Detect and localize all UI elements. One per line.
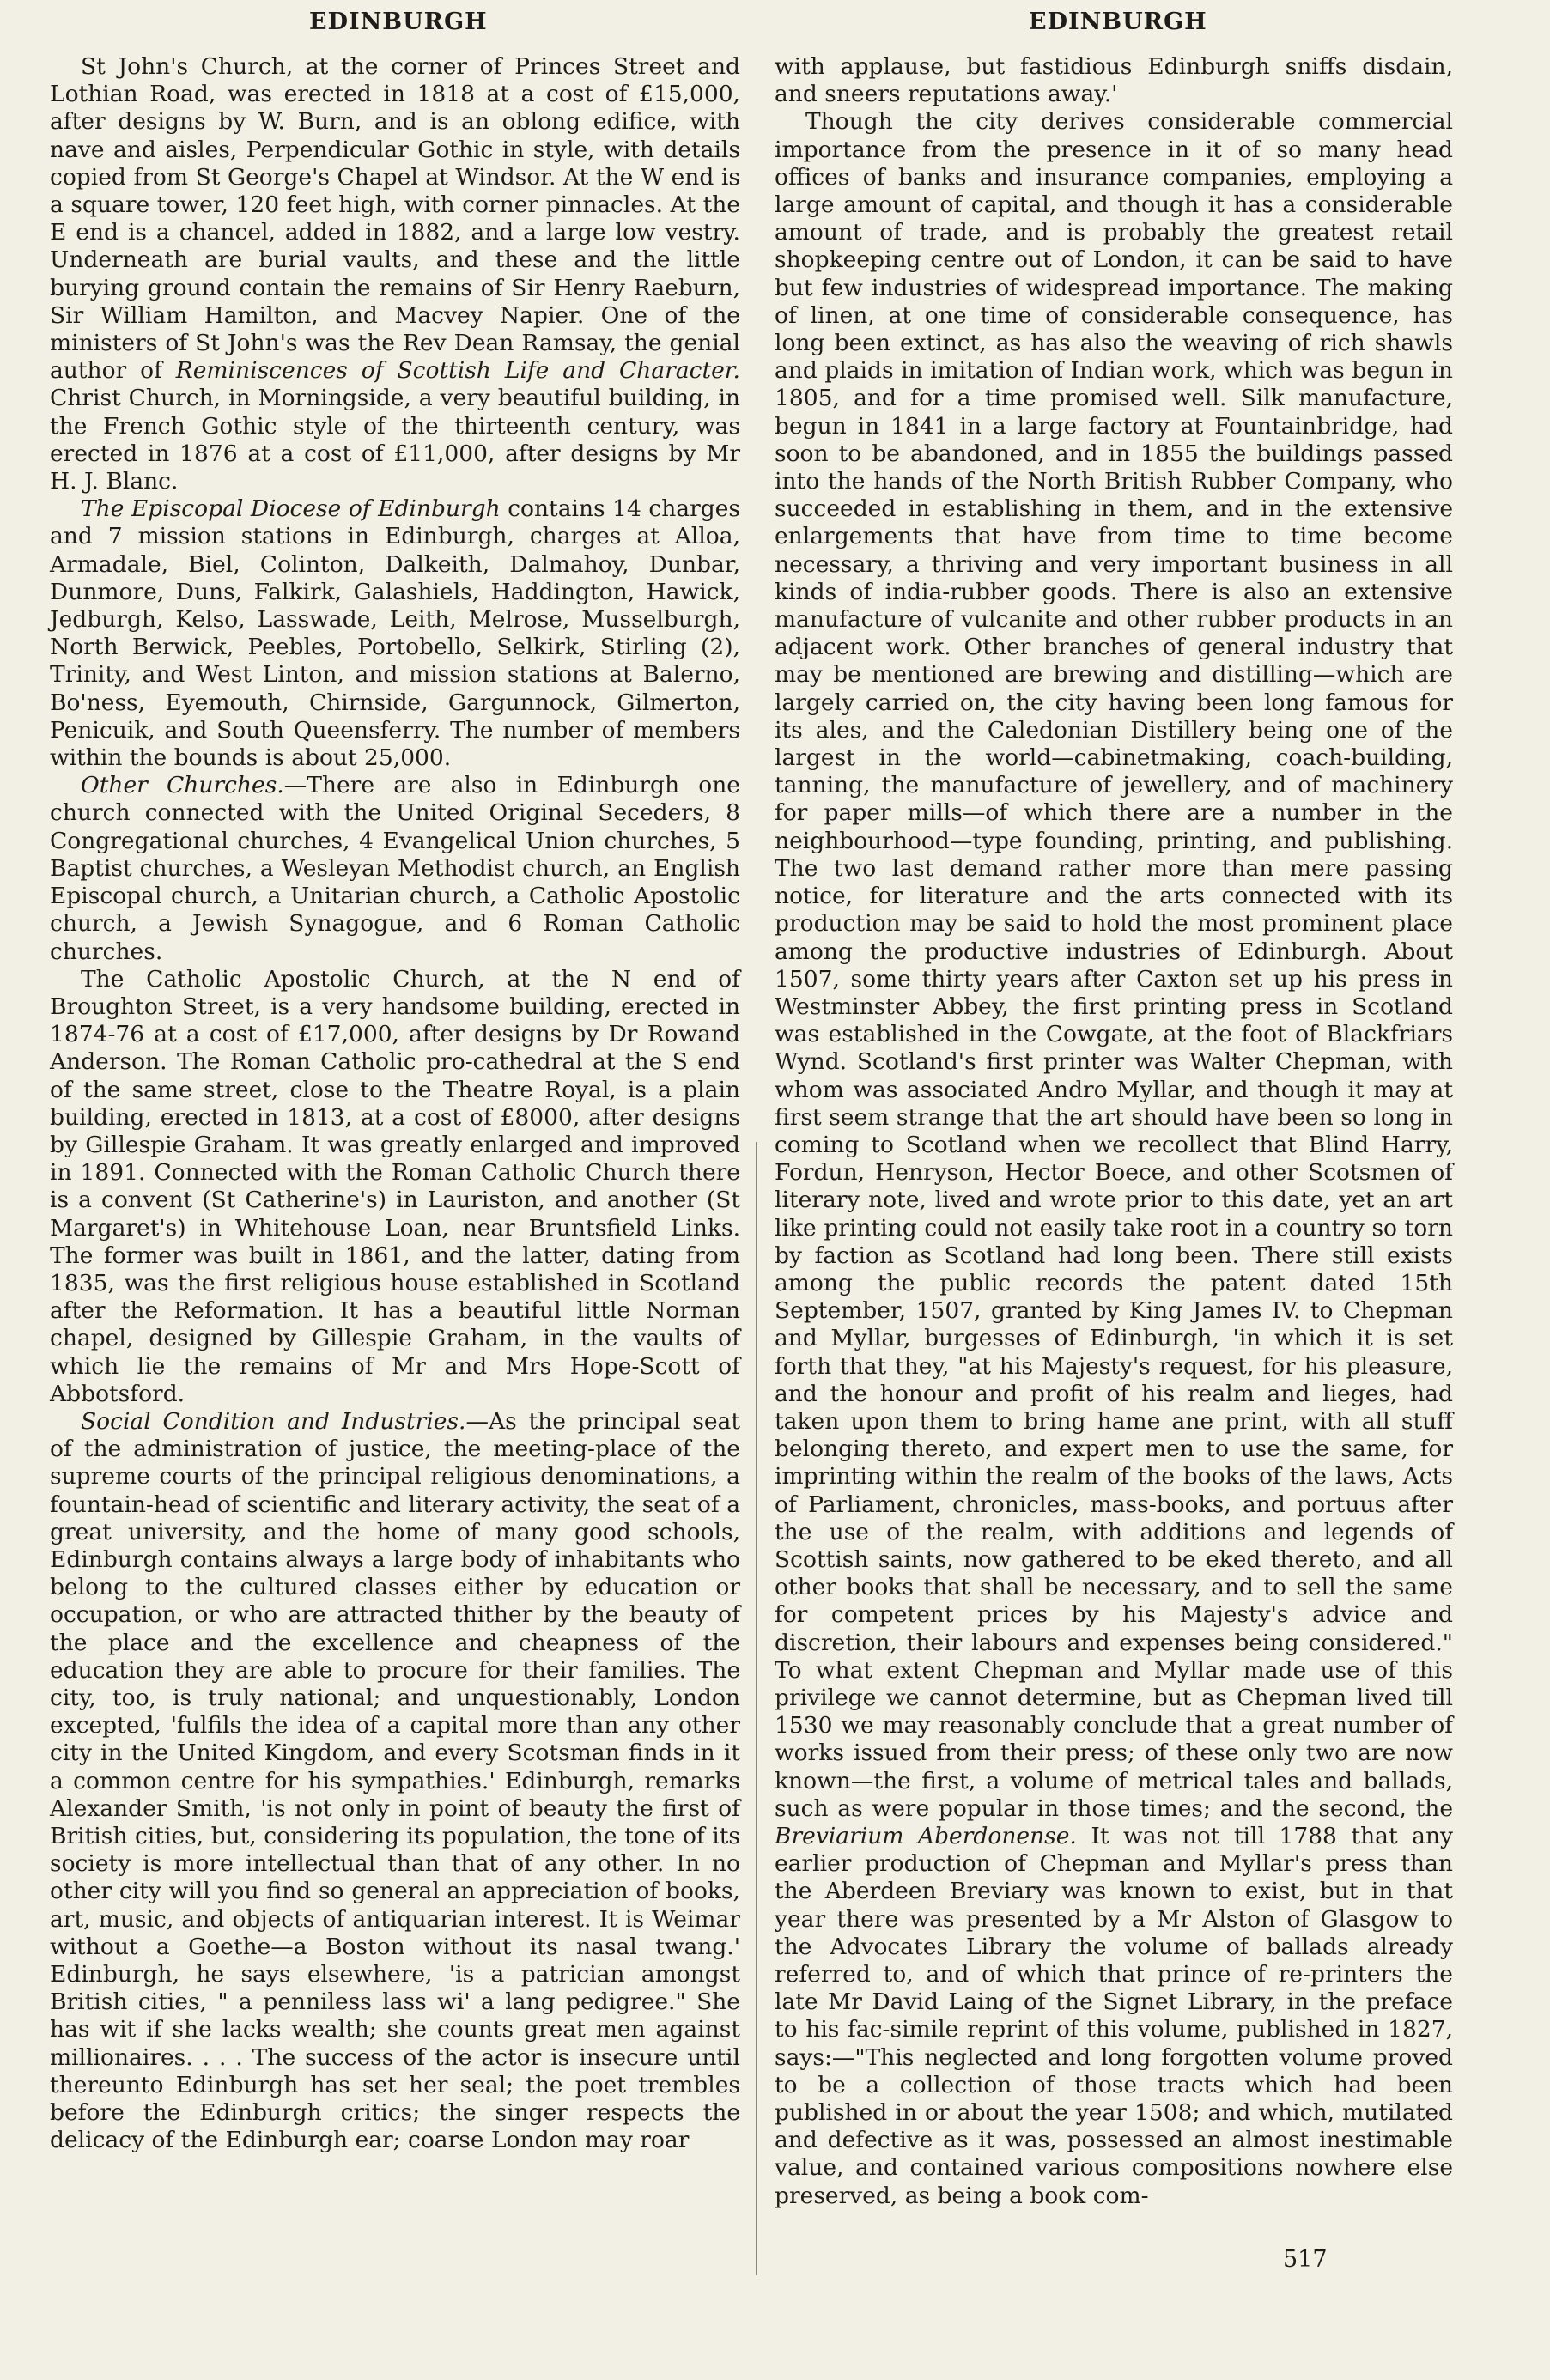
paragraph-social-condition [50, 1408, 740, 2154]
paragraph-other-churches [50, 772, 740, 965]
italic-heading: The Episcopal Diocese of Edinburgh [81, 495, 501, 523]
paragraph-st-johns-church [50, 53, 740, 495]
right-column [775, 53, 1453, 2210]
text: —As the principal seat of the administration of justice, the meeting-place of the supreme courts of the principal religious denominations, a fountain-head of scientific and literary activity, the seat of a great university, and the home of many good schools, Edinburgh contains always a large body of inhabitants who belong to the cultured classes either by education or occupation, or who are attracted thither by the beauty of the place and the excellence and cheapness of the education they are able to procure for their families. The city, too, is truly national; and unquestionably, London excepted, 'fulfils the idea of a capital more than any other city in the United Kingdom, and every Scotsman finds in it a common centre for his sympathies.' Edinburgh, remarks Alexander Smith, 'is not only in point of beauty the first of British cities, but, considering its population, the tone of its society is more intellectual than that of any other. In no other city will you find so general an appreciation of books, art, music, and objects of antiquarian interest. It is Weimar without a Goethe—a Boston without its nasal twang.' Edinburgh, he says elsewhere, 'is a patrician amongst British cities, " a penniless lass wi' a lang pedigree." She has wit if she lacks wealth; she counts great men against millionaires. . . . The success of the actor is insecure until thereunto Edinburgh has set her seal; the poet trembles before the Edinburgh critics; the singer respects the delicacy of the Edinburgh ear; coarse London may roar [50, 1407, 740, 2154]
paragraph-industries [775, 108, 1453, 2209]
paragraph-episcopal-diocese [50, 495, 740, 772]
italic-title: Breviarium Aberdonense. [775, 1823, 1077, 1849]
text: Though the city derives considerable commercial importance from the presence in it of so many head offices of banks and insurance companies, employing a large amount of capital, and though it has a considerable amount of trade, and is probably the greatest retail shopkeeping centre out of London, it can be said to have but few industries of widespread importance. The making of linen, at one time of considerable consequence, has long been extinct, as has also the weaving of rich shawls and plaids in imitation of Indian work, which was begun in 1805, and for a time promised well. Silk manufacture, begun in 1841 in a large factory at Fountainbridge, had soon to be abandoned, and in 1855 the buildings passed into the hands of the North British Rubber Company, who succeeded in establishing in them, and in the extensive enlargements that have from time to time become necessary, a thriving and very important business in all kinds of india-rubber goods. There is also an extensive manufacture of vulcanite and other rubber products in an adjacent work. Other branches of general industry that may be mentioned are brewing and distilling—which are largely carried on, the city having been long famous for its ales, and the Caledonian Distillery being one of the largest in the world—cabinetmaking, coach-building, tanning, the manufacture of jewellery, and of machinery for paper mills—of which there are a number in the neighbourhood—type founding, printing, and publishing. The two last demand rather more than mere passing notice, for literature and the arts connected with its production may be said to hold the most prominent place among the productive industries of Edinburgh. About 1507, some thirty years after Caxton set up his press in Westminster Abbey, the first printing press in Scotland was established in the Cowgate, at the foot of Blackfriars Wynd. Scotland's first printer was Walter Chepman, with whom was associated Andro Myllar, and though it may at first seem strange that the art should have been so long in coming to Scotland when we recollect that Blind Harry, Fordun, Henryson, Hector Boece, and other Scotsmen of literary note, lived and wrote prior to this date, yet an art like printing could not easily take root in a country so torn by faction as Scotland had long been. There still exists among the public records the patent dated 15th September, 1507, granted by King James IV. to Chepman and Myllar, burgesses of Edinburgh, 'in which it is set forth that they, "at his Majesty's request, for his pleasure, and the honour and profit of his realm and lieges, had taken upon them to bring hame ane print, with all stuff belonging thereto, and expert men to use the same, for imprinting within the realm of the books of the laws, Acts of Parliament, chronicles, mass-books, and portuus after the use of the realm, with additions and legends of Scottish saints, now gathered to be eked thereto, and all other books that shall be necessary, and to sell the same for competent prices by his Majesty's advice and discretion, their labours and expenses being considered." To what extent Chepman and Myllar made use of this privilege we cannot determine, but as Chepman lived till 1530 we may reasonably conclude that a great number of works issued from their press; of these only two are now known—the first, a volume of metrical tales and ballads, such as were popular in those times; and the second, the [775, 108, 1453, 1822]
page-number: 517 [1283, 2246, 1328, 2273]
left-column [50, 53, 740, 2154]
text: —There are also in Edinburgh one church connected with the United Original Seceders, 8 Congregational churches, 4 Evangelical Union churches, 5 Baptist churches, a Wesleyan Methodist church, an English Episcopal church, a Unitarian church, a Catholic Apostolic church, a Jewish Synagogue, and 6 Roman Catholic churches. [50, 772, 740, 965]
running-head-right: EDINBURGH [1029, 9, 1207, 35]
italic-heading: Social Condition and Industries. [81, 1407, 466, 1435]
text: It was not till 1788 that any earlier production of Chepman and Myllar's press than the Aberdeen Breviary was known to exist, but in that year there was presented by a Mr Alston of Glasgow to the Advocates Library the volume of ballads already referred to, and of which that prince of re-printers the late Mr David Laing of the Signet Library, in the preface to his fac-simile reprint of this volume, published in 1827, says:—"This neglected and long forgotten volume proved to be a collection of those tracts which had been published in or about the year 1508; and which, mutilated and defective as it was, possessed an almost inestimable value, and contained various compositions nowhere else preserved, as being a book com- [775, 1823, 1453, 2209]
italic-heading: Other Churches. [81, 772, 284, 799]
paragraph-catholic-apostolic: The Catholic Apostolic Church, at the N end of Broughton Street, is a very handsome building, erected in 1874-76 at a cost of £17,000, after designs by Dr Rowand Anderson. The Roman Catholic pro-cathedral at the S end of the same street, close to the Theatre Royal, is a plain building, erected in 1813, at a cost of £8000, after designs by Gillespie Graham. It was greatly enlarged and improved in 1891. Connected with the Roman Catholic Church there is a convent (St Catherine's) in Lauriston, and another (St Margaret's) in Whitehouse Loan, near Bruntsfield Links. The former was built in 1861, and the latter, dating from 1835, was the first religious house established in Scotland after the Reformation. It has a beautiful little Norman chapel, designed by Gillespie Graham, in the vaults of which lie the remains of Mr and Mrs Hope-Scott of Abbotsford. [50, 965, 740, 1407]
text: Christ Church, in Morningside, a very beautiful building, in the French Gothic style of the thirteenth century, was erected in 1876 at a cost of £11,000, after designs by Mr H. J. Blanc. [50, 385, 740, 495]
text: contains 14 charges and 7 mission stations in Edinburgh, charges at Alloa, Armadale, Biel, Colinton, Dalkeith, Dalmahoy, Dunbar, Dunmore, Duns, Falkirk, Galashiels, Haddington, Hawick, Jedburgh, Kelso, Lasswade, Leith, Melrose, Musselburgh, North Berwick, Peebles, Portobello, Selkirk, Stirling (2), Trinity, and West Linton, and mission stations at Balerno, Bo'ness, Eyemouth, Chirnside, Gargunnock, Gilmerton, Penicuik, and South Queensferry. The number of members within the bounds is about 25,000. [50, 495, 740, 772]
italic-title: Reminiscences of Scottish Life and Character. [175, 357, 740, 385]
text: St John's Church, at the corner of Princes Street and Lothian Road, was erected in 1818 at a cost of £15,000, after designs by W. Burn, and is an oblong edifice, with nave and aisles, Perpendicular Gothic in style, with details copied from St George's Chapel at Windsor. At the W end is a square tower, 120 feet high, with corner pinnacles. At the E end is a chancel, added in 1882, and a large low vestry. Underneath are burial vaults, and these and the little burying ground contain the remains of Sir Henry Raeburn, Sir William Hamilton, and Macvey Napier. One of the ministers of St John's was the Rev Dean Ramsay, the genial author of [50, 53, 740, 385]
column-rule [756, 1142, 757, 2275]
paragraph-continuation: with applause, but fastidious Edinburgh sniffs disdain, and sneers reputations away.' [775, 53, 1453, 108]
running-head-left: EDINBURGH [309, 9, 488, 35]
